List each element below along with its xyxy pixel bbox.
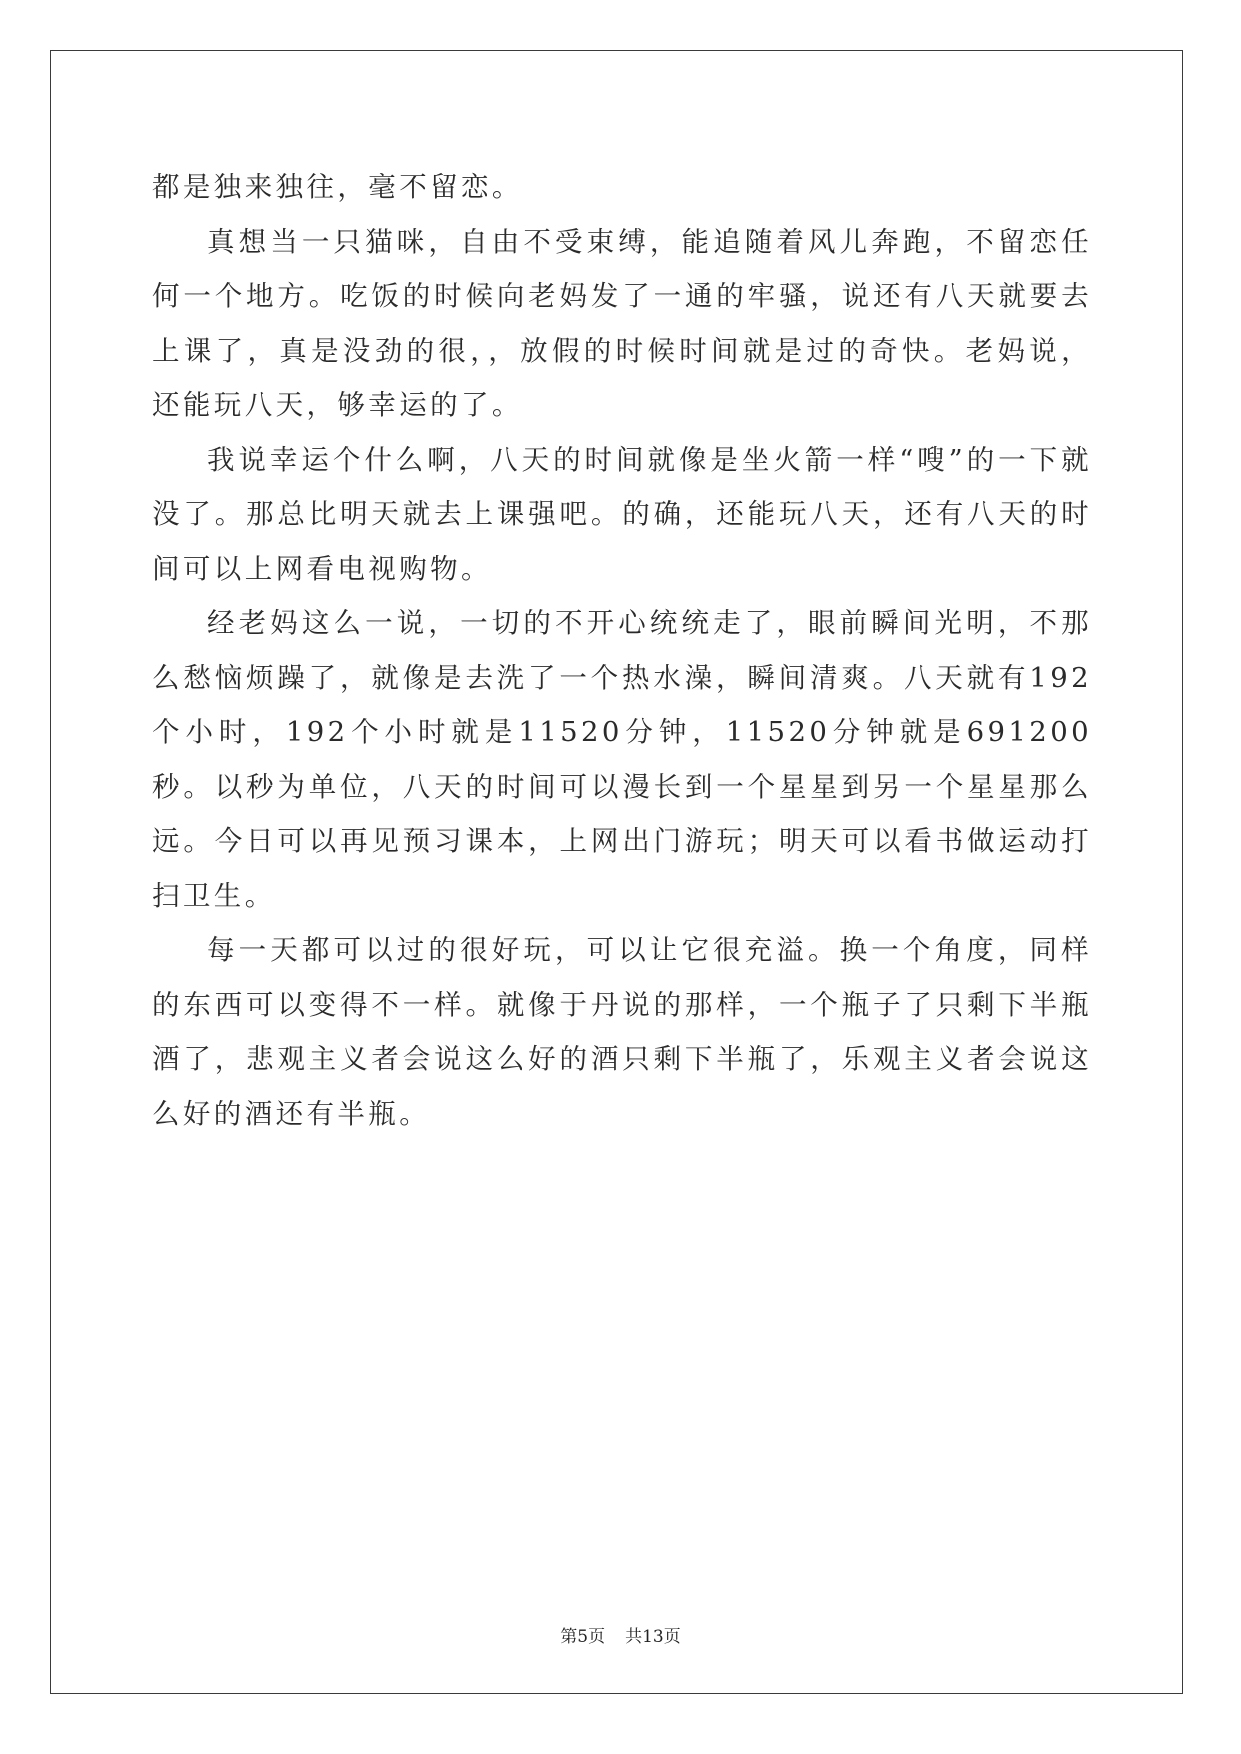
paragraph-5: 每一天都可以过的很好玩，可以让它很充溢。换一个角度，同样的东西可以变得不一样。就像于丹说的那样，一个瓶子了只剩下半瓶酒了，悲观主义者会说这么好的酒只剩下半瓶了，乐观主义者会说这么好的酒还有半瓶。 <box>152 934 1092 1130</box>
document-body <box>152 160 1092 1141</box>
paragraph-2: 真想当一只猫咪，自由不受束缚，能追随着风儿奔跑，不留恋任何一个地方。吃饭的时候向老妈发了一通的牢骚，说还有八天就要去上课了，真是没劲的很，，放假的时候时间就是过的奇快。老妈说，还能玩八天，够幸运的了。 <box>152 225 1092 421</box>
page-number: 第5页 <box>560 1627 606 1647</box>
page-footer <box>0 1622 1241 1647</box>
paragraph-1: 都是独来独往，毫不留恋。 <box>152 171 523 203</box>
paragraph-4: 经老妈这么一说，一切的不开心统统走了，眼前瞬间光明，不那么愁恼烦躁了，就像是去洗了一个热水澡，瞬间清爽。八天就有192个小时，192个小时就是11520分钟，11520分钟就是691200秒。以秒为单位，八天的时间可以漫长到一个星星到另一个星星那么远。今日可以再见预习课本，上网出门游玩；明天可以看书做运动打扫卫生。 <box>152 607 1092 912</box>
paragraph-3: 我说幸运个什么啊，八天的时间就像是坐火箭一样“嗖”的一下就没了。那总比明天就去上课强吧。的确，还能玩八天，还有八天的时间可以上网看电视购物。 <box>152 443 1092 585</box>
page-total: 共13页 <box>625 1627 681 1647</box>
